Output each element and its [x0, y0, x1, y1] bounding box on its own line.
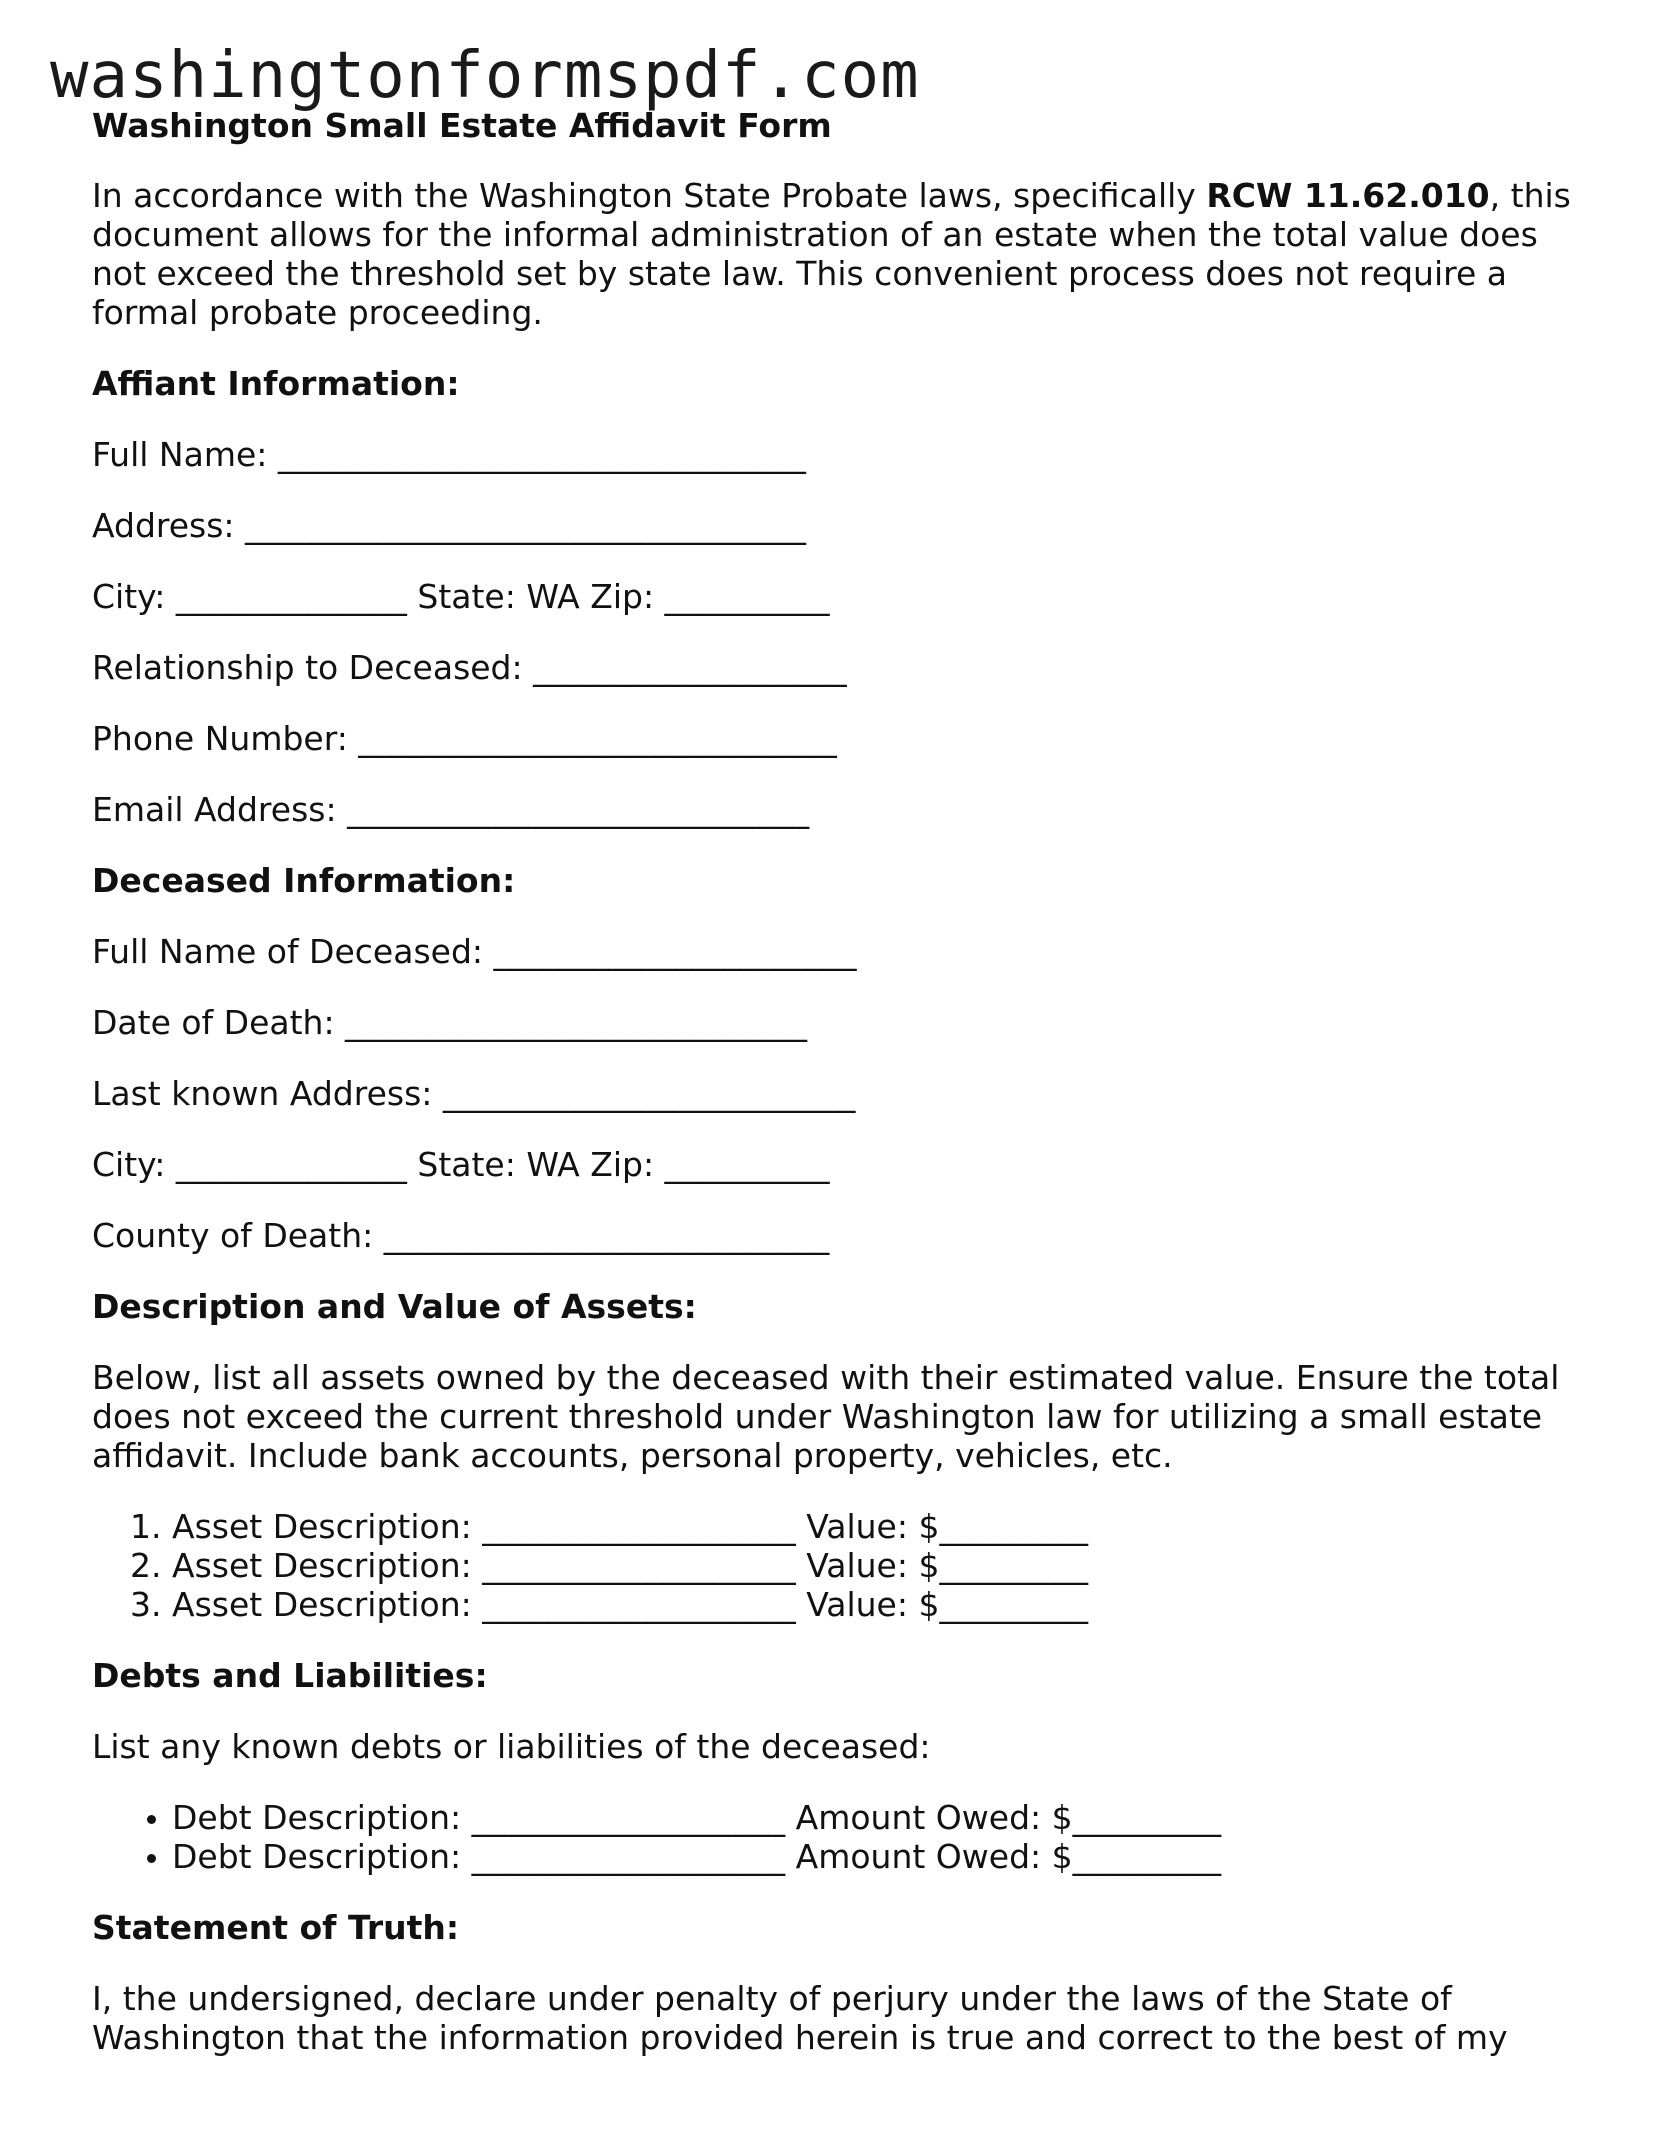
debts-instructions: List any known debts or liabilities of the deceased: — [92, 1727, 931, 1766]
affiant-relationship-field[interactable]: Relationship to Deceased: ___________________ — [92, 648, 847, 687]
asset-item[interactable]: 1. Asset Description: ___________________ Value: $_________ — [172, 1507, 1572, 1546]
deceased-heading: Deceased Information: — [92, 861, 516, 900]
debts-list — [92, 1798, 1572, 1876]
debt-item[interactable]: • Debt Description: ___________________ Amount Owed: $_________ — [172, 1798, 1572, 1837]
intro-text-before: In accordance with the Washington State Probate laws, specifically — [92, 176, 1207, 215]
affiant-phone-field[interactable]: Phone Number: _____________________________ — [92, 719, 837, 758]
intro-text-after: , this document allows for the informal administration of an estate when the total value does not exceed the threshold set by state law. This convenient process does not require a formal probate proceeding. — [92, 176, 1571, 332]
document-title: Washington Small Estate Affidavit Form — [92, 106, 832, 145]
affiant-full-name-field[interactable]: Full Name: ________________________________ — [92, 435, 806, 474]
affiant-city-state-zip-field[interactable]: City: ______________ State: WA Zip: __________ — [92, 577, 830, 616]
asset-item[interactable]: 2. Asset Description: ___________________ Value: $_________ — [172, 1546, 1572, 1585]
date-of-death-field[interactable]: Date of Death: ____________________________ — [92, 1003, 808, 1042]
intro-paragraph — [92, 176, 1572, 332]
debt-item[interactable]: • Debt Description: ___________________ Amount Owed: $_________ — [172, 1837, 1572, 1876]
affiant-heading: Affiant Information: — [92, 364, 460, 403]
document-page — [92, 106, 1572, 2089]
truth-statement: I, the undersigned, declare under penalty of perjury under the laws of the State of Washington that the information provided herein is true and correct to the best of my — [92, 1979, 1508, 2057]
affiant-email-field[interactable]: Email Address: ____________________________ — [92, 790, 810, 829]
deceased-full-name-field[interactable]: Full Name of Deceased: ______________________ — [92, 932, 857, 971]
statute-reference: RCW 11.62.010 — [1206, 176, 1490, 215]
asset-item[interactable]: 3. Asset Description: ___________________ Value: $_________ — [172, 1585, 1572, 1624]
assets-list — [92, 1507, 1572, 1624]
affiant-address-field[interactable]: Address: __________________________________ — [92, 506, 807, 545]
debts-heading: Debts and Liabilities: — [92, 1656, 488, 1695]
county-of-death-field[interactable]: County of Death: ___________________________ — [92, 1216, 830, 1255]
last-known-address-field[interactable]: Last known Address: _________________________ — [92, 1074, 856, 1113]
watermark: washingtonformspdf.com — [50, 39, 920, 113]
deceased-city-state-zip-field[interactable]: City: ______________ State: WA Zip: __________ — [92, 1145, 830, 1184]
assets-instructions: Below, list all assets owned by the deceased with their estimated value. Ensure the total does not exceed the current threshold under Washington law for utilizing a small estate affidavit. Include bank accounts, personal property, vehicles, etc. — [92, 1358, 1560, 1475]
truth-heading: Statement of Truth: — [92, 1908, 460, 1947]
assets-heading: Description and Value of Assets: — [92, 1287, 697, 1326]
